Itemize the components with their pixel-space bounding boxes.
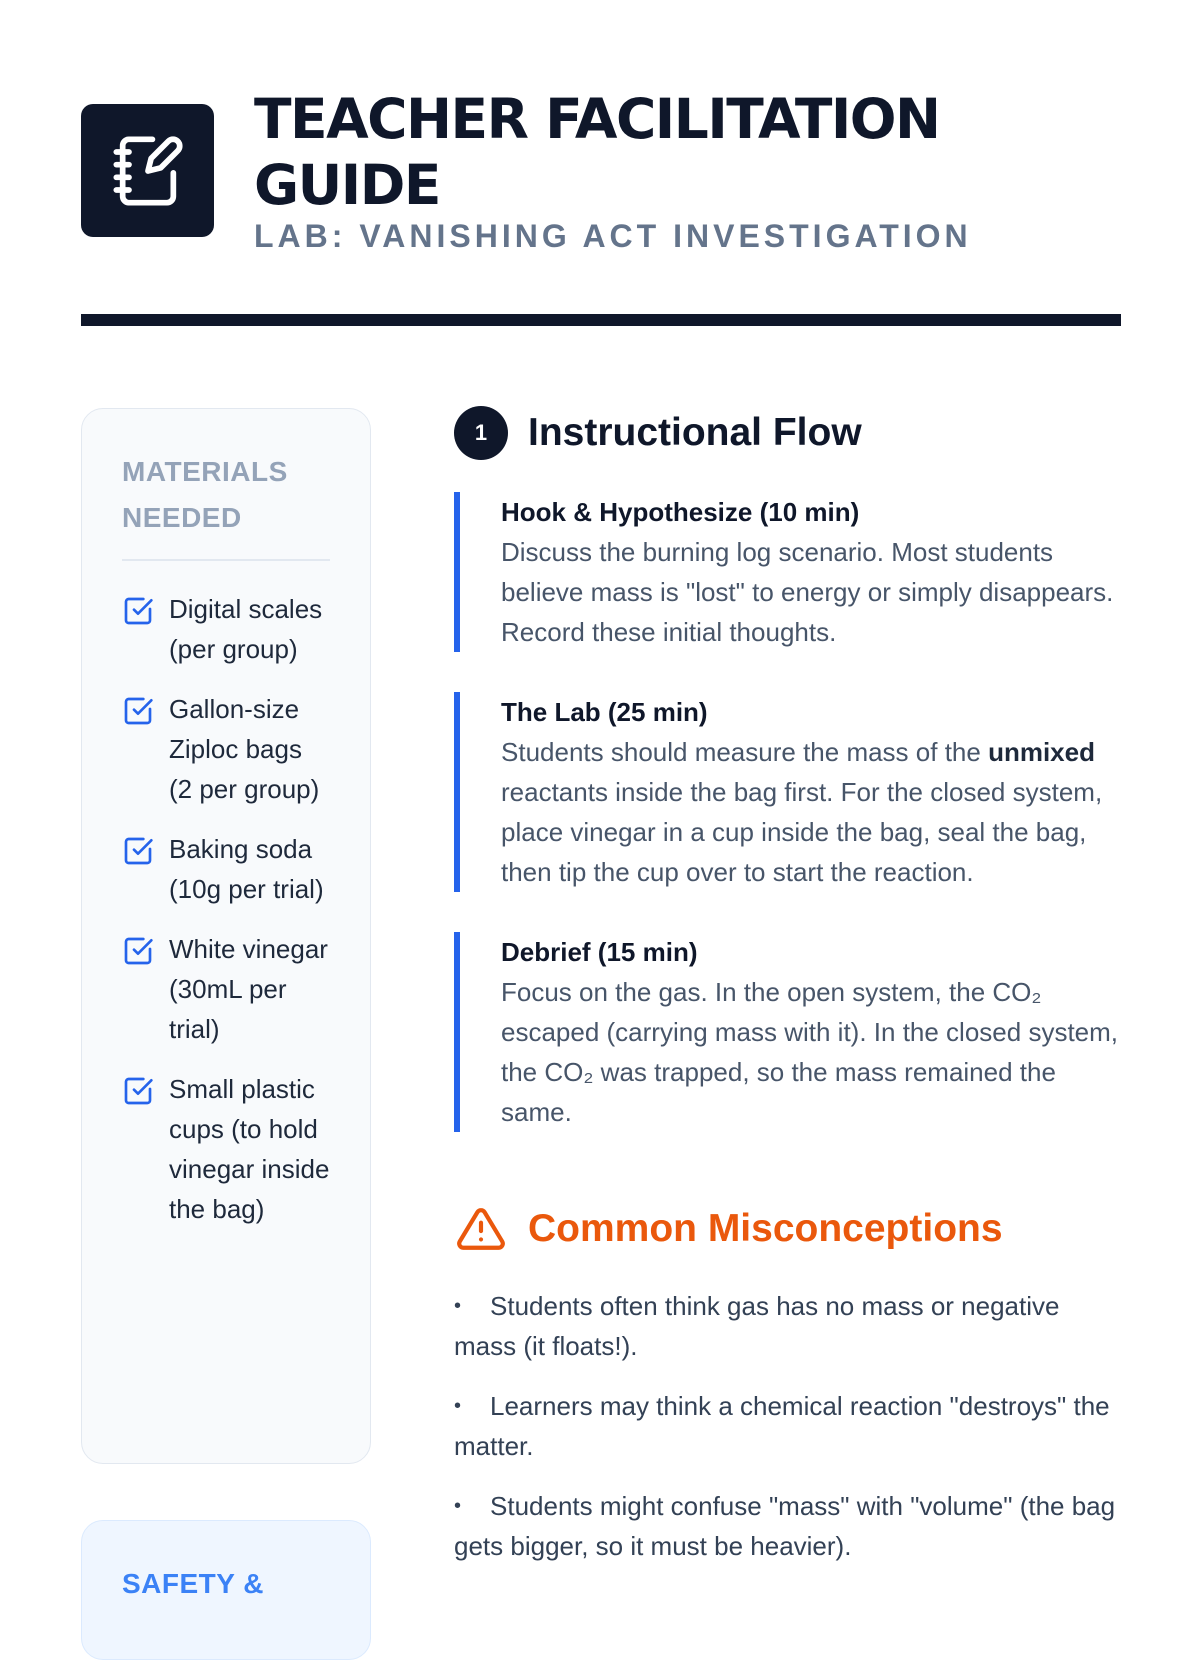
materials-card — [81, 408, 371, 1464]
material-item — [122, 929, 330, 1049]
step-number-badge: 1 — [454, 406, 508, 460]
misconception-item — [454, 1486, 1124, 1566]
material-text: White vinegar (30mL per trial) — [169, 934, 328, 1044]
misconceptions-list — [454, 1286, 1124, 1566]
misconception-text: Students often think gas has no mass or negative mass (it floats!). — [454, 1291, 1060, 1361]
bullet-icon: • — [454, 1295, 462, 1317]
notebook-pen-icon — [110, 131, 186, 211]
checkbox-icon — [122, 1075, 154, 1107]
flow-step — [454, 932, 1124, 1132]
checkbox-icon — [122, 695, 154, 727]
misconception-text: Learners may think a chemical reaction "destroys" the matter. — [454, 1391, 1110, 1461]
section-title: Instructional Flow — [528, 411, 862, 454]
misconception-item — [454, 1386, 1124, 1466]
flow-step-description: Focus on the gas. In the open system, the CO₂ escaped (carrying mass with it). In the closed system, the CO₂ was trapped, so the mass remained the same. — [501, 977, 1119, 1127]
material-text: Gallon-size Ziploc bags (2 per group) — [169, 694, 320, 804]
flow-step-description: Discuss the burning log scenario. Most students believe mass is "lost" to energy or simply disappears. Record these initial thoughts. — [501, 537, 1114, 647]
flow-text-part: Students should measure the mass of the — [501, 737, 989, 767]
material-item — [122, 829, 330, 909]
checkbox-icon — [122, 835, 154, 867]
misconception-text: Students might confuse "mass" with "volume" (the bag gets bigger, so it must be heavier). — [454, 1491, 1116, 1561]
bullet-icon: • — [454, 1395, 462, 1417]
page-title: TEACHER FACILITATION GUIDE — [254, 87, 940, 217]
flow-step — [454, 492, 1124, 652]
flow-step — [454, 692, 1124, 892]
bullet-icon: • — [454, 1495, 462, 1517]
safety-heading: SAFETY & — [122, 1568, 264, 1599]
logo-badge — [81, 104, 214, 237]
safety-card — [81, 1520, 371, 1660]
instructional-flow-header — [454, 406, 1124, 460]
material-item — [122, 1069, 330, 1229]
material-item — [122, 689, 330, 809]
flow-text-emphasis: unmixed — [988, 737, 1095, 767]
checkbox-icon — [122, 595, 154, 627]
flow-step-title: Hook & Hypothesize (10 min) — [501, 497, 860, 527]
materials-list — [122, 589, 330, 1229]
material-text: Baking soda (10g per trial) — [169, 834, 324, 904]
checkbox-icon — [122, 935, 154, 967]
materials-divider — [122, 559, 330, 561]
flow-text-part: reactants inside the bag first. For the closed system, place vinegar in a cup inside the bag, seal the bag, then tip the cup over to start the reaction. — [501, 777, 1103, 887]
misconceptions-title: Common Misconceptions — [528, 1207, 1003, 1250]
warning-triangle-icon — [454, 1204, 508, 1254]
misconception-item — [454, 1286, 1124, 1366]
main-content — [454, 406, 1124, 1586]
flow-step-title: Debrief (15 min) — [501, 937, 698, 967]
material-text: Small plastic cups (to hold vinegar inside the bag) — [169, 1074, 330, 1224]
material-text: Digital scales (per group) — [169, 594, 323, 664]
misconceptions-section — [454, 1202, 1124, 1566]
misconceptions-header — [454, 1202, 1124, 1256]
header-divider — [81, 314, 1121, 326]
instructional-flow-section — [454, 406, 1124, 1132]
material-item — [122, 589, 330, 669]
page-subtitle: LAB: VANISHING ACT INVESTIGATION — [254, 218, 972, 254]
materials-heading: MATERIALS NEEDED — [122, 456, 288, 533]
flow-step-description — [501, 732, 1124, 892]
flow-step-title: The Lab (25 min) — [501, 697, 708, 727]
